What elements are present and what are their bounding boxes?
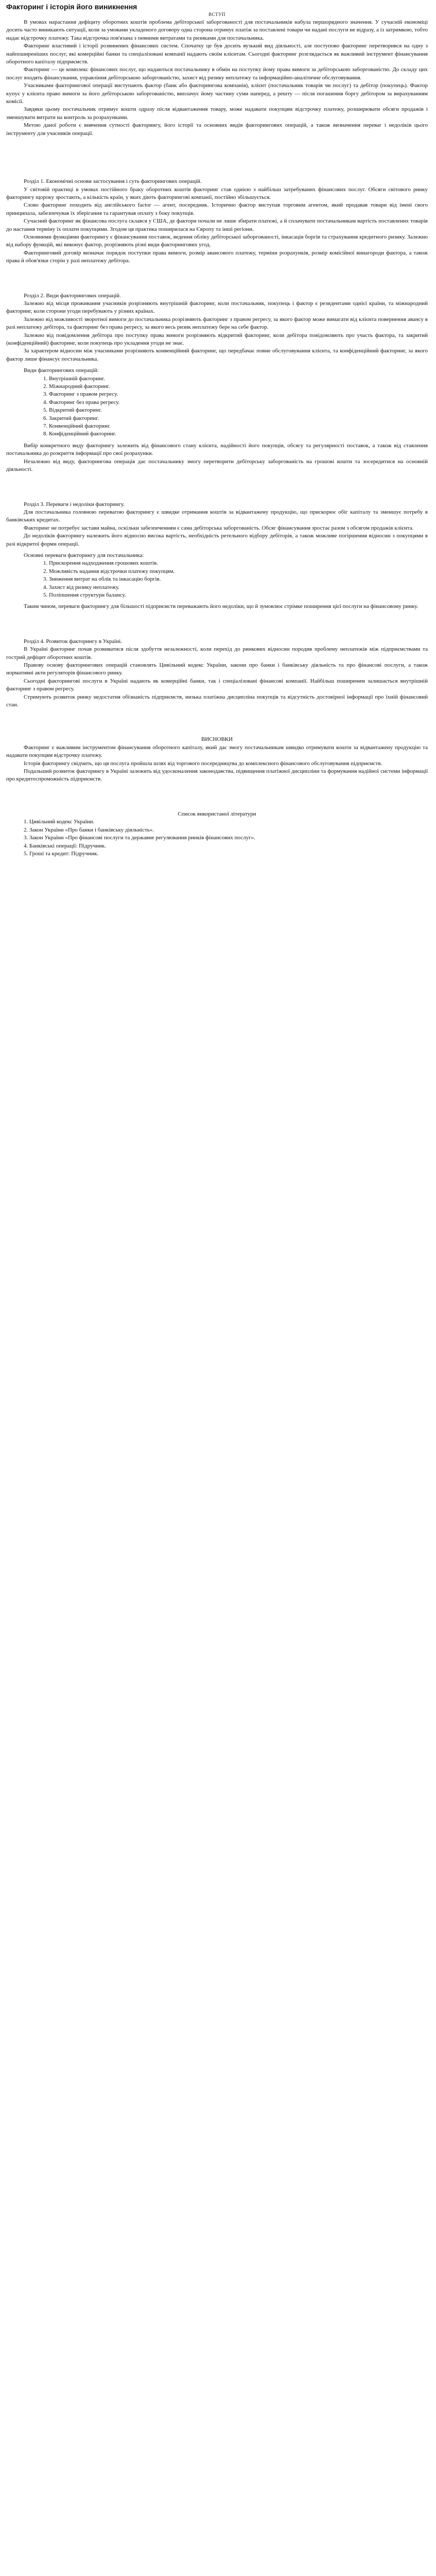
section-heading: ВИСНОВКИ	[201, 736, 233, 743]
paragraph: Завдяки цьому постачальник отримує кошти одразу після відвантаження товару, може надавати покупцям відстрочку платежу, розширювати обсяги продажів і зменшувати витрати на контроль за розрахунками.	[6, 106, 428, 121]
page-title: Факторинг і історія його виникнення	[6, 3, 137, 11]
section-3	[6, 501, 428, 611]
literature	[6, 810, 428, 858]
section-2	[6, 292, 428, 474]
list-item: 2. Закон України «Про банки і банківську діяльність».	[24, 826, 154, 833]
conclusion	[6, 736, 428, 783]
list-title: Види факторингових операцій:	[24, 367, 99, 374]
paragraph: Сьогодні факторингові послуги в Україні надають як комерційні банки, так і спеціалізовані фінансові компанії. Найбільш поширеним залишається внутрішній факторинг з правом регресу.	[6, 677, 428, 692]
paragraph: Факторинг є важливим інструментом фінансування оборотного капіталу, який дає змогу постачальникам швидко отримувати кошти за відвантажену продукцію та надавати покупцям відстрочку платежу.	[6, 744, 428, 759]
paragraph: Залежно від повідомлення дебітора про поступку права вимоги розрізняють відкритий факторинг, коли дебітора повідомляють про участь фактора, та закритий (конфіденційний) факторинг, коли покупець про укладення угоди не знає.	[6, 332, 428, 346]
paragraph: Факторинг не потребує застави майна, оскільки забезпеченням є сама дебіторська заборгованість. Обсяг фінансування зростає разом з обсягом продажів клієнта.	[24, 524, 414, 531]
list-item: 5. Відкритий факторинг.	[43, 407, 102, 414]
list-item: 5. Поліпшення структури балансу.	[43, 591, 126, 598]
section-4	[6, 638, 428, 709]
list-item: 1. Цивільний кодекс України.	[24, 819, 95, 825]
list-item: 1. Прискорення надходження грошових коштів.	[43, 560, 158, 567]
paragraph: Історія факторингу свідчить, що ця послуга пройшла шлях від торгового посередництва до комплексного фінансового обслуговування підприємств.	[24, 760, 382, 767]
section-heading: Розділ 4. Розвиток факторингу в Україні.	[24, 638, 123, 645]
paragraph: Факторинг властивий і історії розвинених фінансових систем. Спочатку це був досить вузький вид діяльності, але поступово факторинг перетворився на одну з найпоширеніших послуг, які комерційні банки та спеціалізовані компанії надають своїм клієнтам. Сьогодні факторинг розглядається як важливий інструмент фінансування оборотного капіталу підприємств.	[6, 43, 428, 65]
section-heading: Розділ 1. Економічні основи застосування і суть факторингових операцій.	[24, 178, 202, 185]
paragraph: Для постачальника головною перевагою факторингу є швидке отримання коштів за відвантажену продукцію, що прискорює обіг капіталу та зменшує потребу в банківських кредитах.	[6, 509, 428, 523]
section-heading: Список використаної літератури	[178, 810, 256, 817]
intro-label: ВСТУП	[208, 12, 225, 17]
section-1	[6, 178, 428, 265]
paragraph: У світовій практиці в умовах постійного браку оборотних коштів факторинг став однією з найбільш затребуваних фінансових послуг. Обсяги світового ринку факторингу щороку зростають, а кількість країн, у яких діють факторингові компанії, постійно збільшується.	[6, 186, 428, 200]
paragraph: Залежно від місця проживання учасників розрізняють внутрішній факторинг, коли постачальник, покупець і фактор є резидентами однієї країни, та міжнародний факторинг, коли сторони угоди перебувають у різних країнах.	[6, 300, 428, 315]
list-item: 6. Закритий факторинг.	[43, 415, 99, 421]
paragraph: Правову основу факторингових операцій становлять Цивільний кодекс України, закони про банки і банківську діяльність та про фінансові послуги, а також нормативні акти регуляторів фінансового ринку.	[6, 662, 428, 676]
list-item: 8. Конфіденційний факторинг.	[43, 431, 116, 437]
section-heading: Розділ 3. Переваги і недоліки факторингу.	[24, 501, 125, 507]
paragraph: За характером відносин між учасниками розрізняють конвенційний факторинг, що передбачає повне обслуговування клієнта, та конфіденційний факторинг, за якого фактор лише фінансує постачальника.	[6, 348, 428, 362]
list-item: 2. Міжнародний факторинг.	[43, 383, 110, 390]
paragraph: Факторинг — це комплекс фінансових послуг, що надаються постачальнику в обмін на поступку йому права вимоги за дебіторською заборгованістю. До складу цих послуг входять фінансування, управління дебіторською заборгованістю, захист від ризику неплатежу та інформаційно-аналітичне обслуговування.	[6, 66, 428, 81]
list-item: 3. Закон України «Про фінансові послуги та державне регулювання ринків фінансових послуг».	[24, 835, 255, 841]
paragraph: Слово факторинг походить від англійського factor — агент, посередник. Історично фактор виступав торговим агентом, який продавав товари від імені свого принципала, забезпечував їх зберігання та гарантував оплату з боку покупців.	[6, 202, 428, 216]
paragraph: Сучасний факторинг як фінансова послуга склався у США, де фактори почали не лише збирати платежі, а й сплачувати постачальникам вартість поставлених товарів до настання терміну їх оплати покупцями. Згодом ця практика поширилася на Європу та інші регіони.	[6, 218, 428, 232]
list-item: 3. Факторинг з правом регресу.	[43, 391, 118, 398]
list-title: Основні переваги факторингу для постачальника:	[24, 552, 144, 558]
paragraph: В Україні факторинг почав розвиватися після здобуття незалежності, коли перехід до ринкових відносин породив проблему неплатежів між підприємствами та гострий дефіцит оборотних коштів.	[6, 646, 428, 660]
paragraph: Основними функціями факторингу є фінансування поставок, ведення обліку дебіторської заборгованості, інкасація боргів та страхування кредитного ризику. Залежно від набору функцій, які виконує фактор, розрізняють різні види факторингових угод.	[6, 233, 428, 248]
paragraph: Метою даної роботи є вивчення сутності факторингу, його історії та основних видів факторингових операцій, а також визначення переваг і недоліків цього інструменту для учасників операції.	[6, 122, 428, 137]
section-heading: Розділ 2. Види факторингових операцій.	[24, 292, 121, 299]
paragraph: В умовах нарастання дефіциту оборотних коштів проблема дебіторської заборгованості для постачальників набула першорядного значення. У сучасній економіці досить часто виникають ситуації, коли за умовами укладеного договору одна сторона отримує платіж за поставлені товари чи надані послуги не відразу, а із затримкою, тобто надає відстрочку платежу. Така відстрочка пов'язана з певними витратами та ризиками для постачальника.	[6, 19, 428, 41]
list-item: 7. Конвенційний факторинг.	[43, 423, 111, 430]
paragraph: Таким чином, переваги факторингу для більшості підприємств переважають його недоліки, що й зумовлює стрімке поширення цієї послуги на фінансовому ринку.	[24, 603, 418, 610]
paragraph: Залежно від можливості зворотної вимоги до постачальника розрізняють факторинг з правом регресу, за якого фактор може вимагати від клієнта повернення авансу в разі неплатежу дебітора, та факторинг без права регресу, за якого весь ризик неплатежу бере на себе фактор.	[6, 316, 428, 331]
list-item: 4. Банківські операції: Підручник.	[24, 842, 106, 849]
list-item: 3. Зниження витрат на облік та інкасацію боргів.	[43, 576, 161, 583]
paragraph: Подальший розвиток факторингу в Україні залежить від удосконалення законодавства, підвищення платіжної дисципліни та формування надійної системи інформації про кредитоспроможність підприємств.	[6, 768, 428, 783]
paragraph: Учасниками факторингової операції виступають фактор (банк або факторингова компанія), клієнт (постачальник товарів чи послуг) та дебітор (покупець). Фактор купує у клієнта право вимоги за його дебіторською заборгованістю, виплачує йому частину суми наперед, а решту — після погашення боргу дебітором за вирахуванням комісії.	[6, 82, 428, 105]
list-item: 2. Можливість надання відстрочки платежу покупцям.	[43, 568, 175, 574]
paragraph: Стримують розвиток ринку недостатня обізнаність підприємств, низька платіжна дисципліна покупців та відсутність достовірної інформації про їхній фінансовий стан.	[6, 693, 428, 708]
intro-block	[6, 19, 428, 138]
paragraph: До недоліків факторингу належить його відносно висока вартість, необхідність ретельного відбору дебіторів, а також можливе погіршення відносин з покупцями в разі відкритої форми операції.	[6, 533, 428, 547]
paragraph: Факторинговий договір визначає порядок поступки права вимоги, розмір авансового платежу, терміни розрахунків, розмір комісійної винагороди фактора, а також права й обов'язки сторін у разі неплатежу дебітора.	[6, 249, 428, 264]
paragraph: Незалежно від виду, факторингова операція дає постачальнику змогу перетворити дебіторську заборгованість на грошові кошти та зосередитися на основній діяльності.	[6, 458, 428, 473]
list-item: 4. Захист від ризику неплатежу.	[43, 584, 120, 590]
list-item: 5. Гроші та кредит: Підручник.	[24, 850, 99, 857]
list-item: 1. Внутрішній факторинг.	[43, 375, 105, 382]
list-item: 4. Факторинг без права регресу.	[43, 399, 120, 405]
paragraph: Вибір конкретного виду факторингу залежить від фінансового стану клієнта, надійності його покупців, обсягу та регулярності поставок, а також від ставлення постачальника до розкриття інформації про свої розрахунки.	[6, 442, 428, 457]
